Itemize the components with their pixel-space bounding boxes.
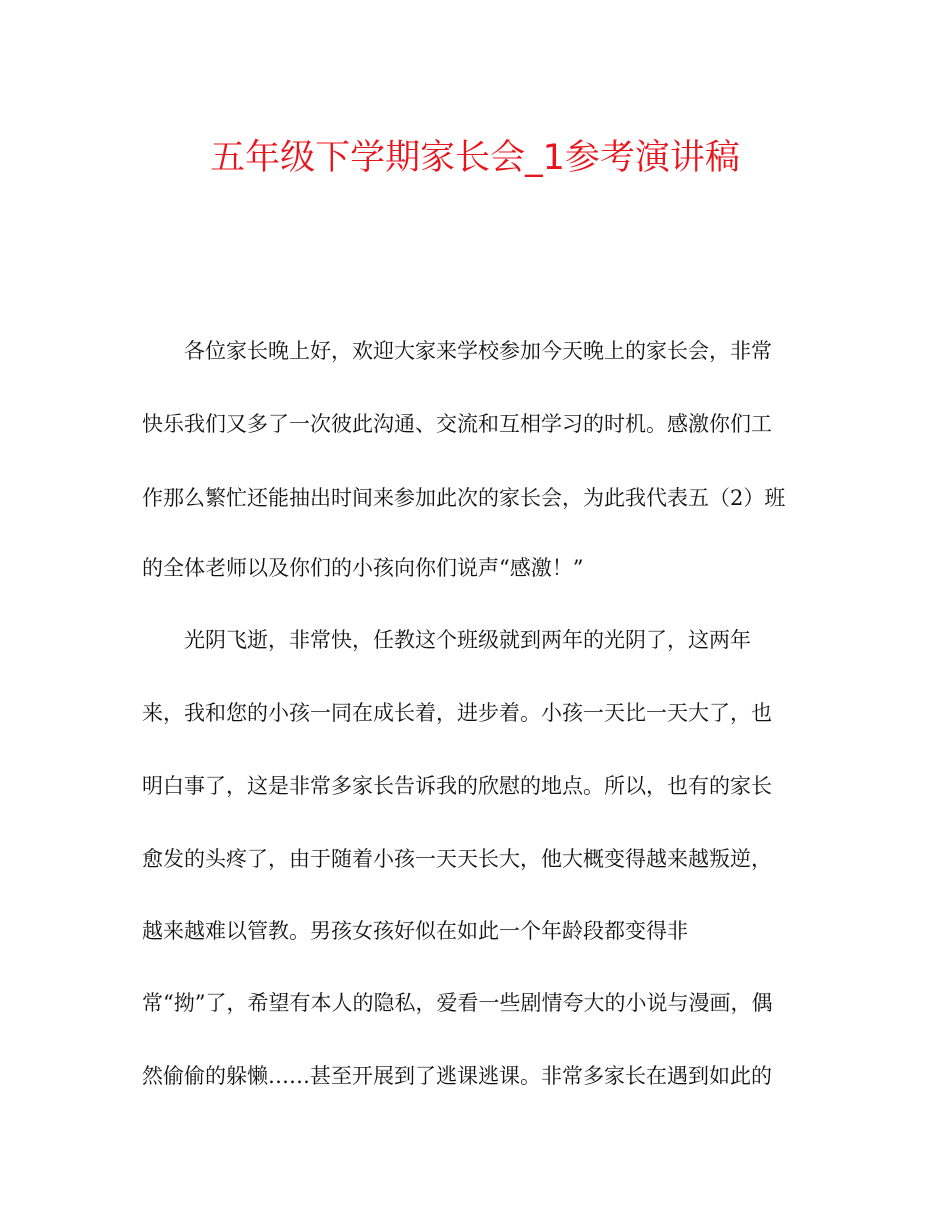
body-line-4: 的全体老师以及你们的小孩向你们说声“感激！” bbox=[142, 556, 584, 580]
body-line-3: 作那么繁忙还能抽出时间来参加此次的家长会，为此我代表五（2）班 bbox=[142, 486, 786, 510]
body-line-2: 快乐我们又多了一次彼此沟通、交流和互相学习的时机。感激你们工 bbox=[142, 412, 772, 436]
body-line-8: 愈发的头疼了，由于随着小孩一天天长大，他大概变得越来越叛逆， bbox=[142, 847, 772, 871]
body-line-5: 光阴飞逝，非常快，任教这个班级就到两年的光阴了，这两年 bbox=[184, 628, 751, 652]
body-line-11: 然偷偷的躲懒……甚至开展到了逃课逃课。非常多家长在遇到如此的 bbox=[142, 1064, 772, 1088]
document-title: 五年级下学期家长会_1参考演讲稿 bbox=[210, 138, 740, 178]
body-line-1: 各位家长晚上好，欢迎大家来学校参加今天晚上的家长会，非常 bbox=[184, 339, 772, 363]
body-line-10: 常“拗”了，希望有本人的隐私，爱看一些剧情夸大的小说与漫画，偶 bbox=[142, 991, 773, 1015]
body-line-6: 来，我和您的小孩一同在成长着，进步着。小孩一天比一天大了，也 bbox=[142, 701, 772, 725]
body-line-7: 明白事了，这是非常多家长告诉我的欣慰的地点。所以，也有的家长 bbox=[142, 774, 772, 798]
body-line-9: 越来越难以管教。男孩女孩好似在如此一个年龄段都变得非 bbox=[142, 919, 688, 943]
